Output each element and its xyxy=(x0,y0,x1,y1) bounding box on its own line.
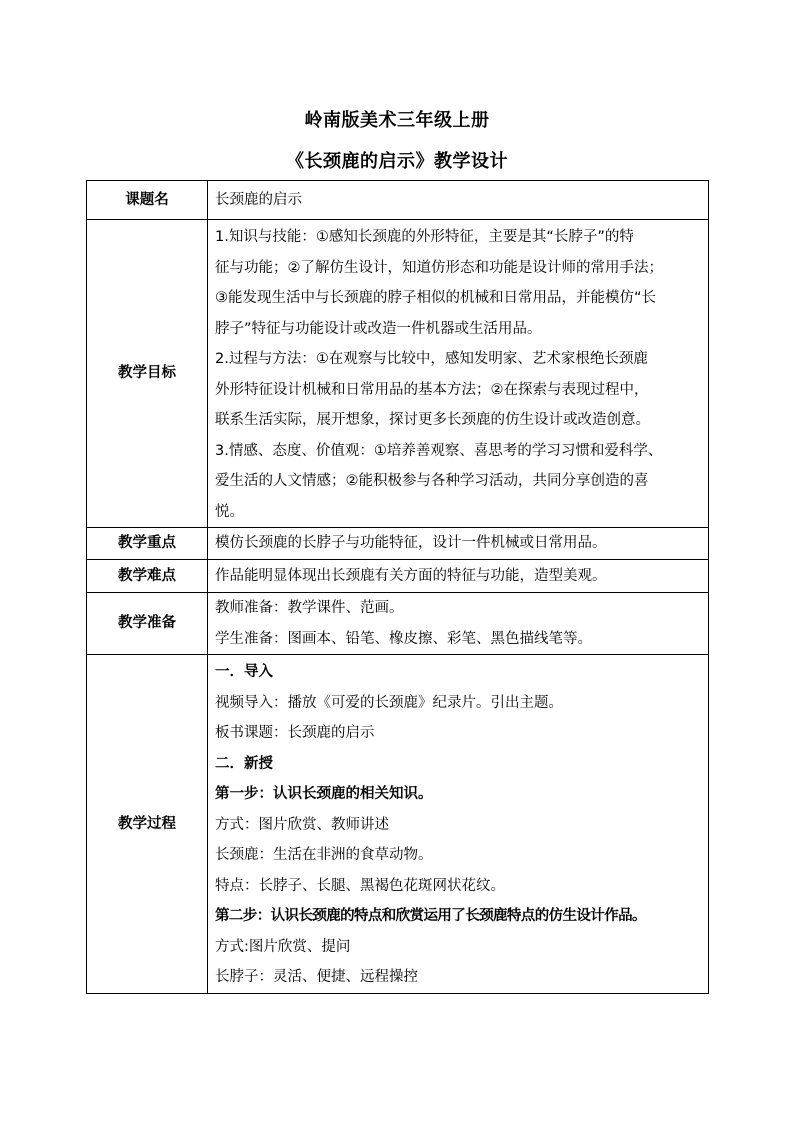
process-line: 第一步：认识长颈鹿的相关知识。 xyxy=(215,786,433,802)
student-preparation: 学生准备：图画本、铅笔、橡皮擦、彩笔、黑色描线笔等。 xyxy=(215,630,592,647)
goals-line: 外形特征设计机械和日常用品的基本方法；②在探索与表现过程中， xyxy=(215,381,649,398)
goals-label: 教学目标 xyxy=(87,220,208,528)
goals-line: 悦。 xyxy=(215,503,244,520)
table-row-difficulty xyxy=(87,560,709,593)
topic-value: 长颈鹿的启示 xyxy=(208,181,709,220)
process-line: 方式:图片欣赏、提问 xyxy=(215,938,351,955)
goals-line: 脖子”特征与功能设计或改造一件机器或生活用品。 xyxy=(215,320,542,337)
goals-content xyxy=(208,220,709,528)
goals-line: 1.知识与技能：①感知长颈鹿的外形特征，主要是其“长脖子”的特 xyxy=(215,229,634,245)
table-row-goals xyxy=(87,220,709,528)
process-label: 教学过程 xyxy=(87,655,208,994)
difficulty-label: 教学难点 xyxy=(87,560,208,593)
document-subtitle: 《长颈鹿的启示》教学设计 xyxy=(286,151,508,172)
process-line: 方式：图片欣赏、教师讲述 xyxy=(215,816,389,833)
goals-line: 爱生活的人文情感；②能积极参与各种学习活动，共同分享创造的喜 xyxy=(215,473,649,489)
focus-value: 模仿长颈鹿的长脖子与功能特征，设计一件机械或日常用品。 xyxy=(208,528,709,560)
goals-line: 2.过程与方法：①在观察与比较中，感知发明家、艺术家根绝长颈鹿 xyxy=(215,351,648,367)
table-row-process xyxy=(87,655,709,994)
table-row-topic xyxy=(87,181,709,220)
preparation-label: 教学准备 xyxy=(87,593,208,655)
goals-line: ③能发现生活中与长颈鹿的脖子相似的机械和日常用品，并能模仿“长 xyxy=(215,290,657,306)
process-line: 第二步：认识长颈鹿的特点和欣赏运用了长颈鹿特点的仿生设计作品。 xyxy=(215,908,646,924)
difficulty-value: 作品能明显体现出长颈鹿有关方面的特征与功能，造型美观。 xyxy=(208,560,709,593)
process-line: 长颈鹿：生活在非洲的食草动物。 xyxy=(215,847,433,863)
teacher-preparation: 教师准备：教学课件、范画。 xyxy=(215,600,404,616)
process-line: 特点：长脖子、长腿、黑褐色花斑网状花纹。 xyxy=(215,877,505,894)
topic-label: 课题名 xyxy=(87,181,208,220)
process-content xyxy=(208,655,709,994)
process-line: 视频导入：播放《可爱的长颈鹿》纪录片。引出主题。 xyxy=(215,694,563,711)
process-line: 长脖子：灵活、便捷、远程操控 xyxy=(215,969,418,985)
preparation-content xyxy=(208,593,709,655)
goals-line: 3.情感、态度、价值观：①培养善观察、喜思考的学习习惯和爱科学、 xyxy=(215,442,663,459)
process-line: 一．导入 xyxy=(215,664,273,680)
process-line: 二．新授 xyxy=(215,755,273,772)
table-row-focus xyxy=(87,528,709,560)
table-row-preparation xyxy=(87,593,709,655)
process-line: 板书课题：长颈鹿的启示 xyxy=(215,725,375,741)
lesson-plan-table xyxy=(86,180,709,994)
document-title: 岭南版美术三年级上册 xyxy=(304,110,490,131)
goals-line: 联系生活实际，展开想象，探讨更多长颈鹿的仿生设计或改造创意。 xyxy=(215,412,650,428)
goals-line: 征与功能；②了解仿生设计，知道仿形态和功能是设计师的常用手法； xyxy=(215,259,663,276)
focus-label: 教学重点 xyxy=(87,528,208,560)
